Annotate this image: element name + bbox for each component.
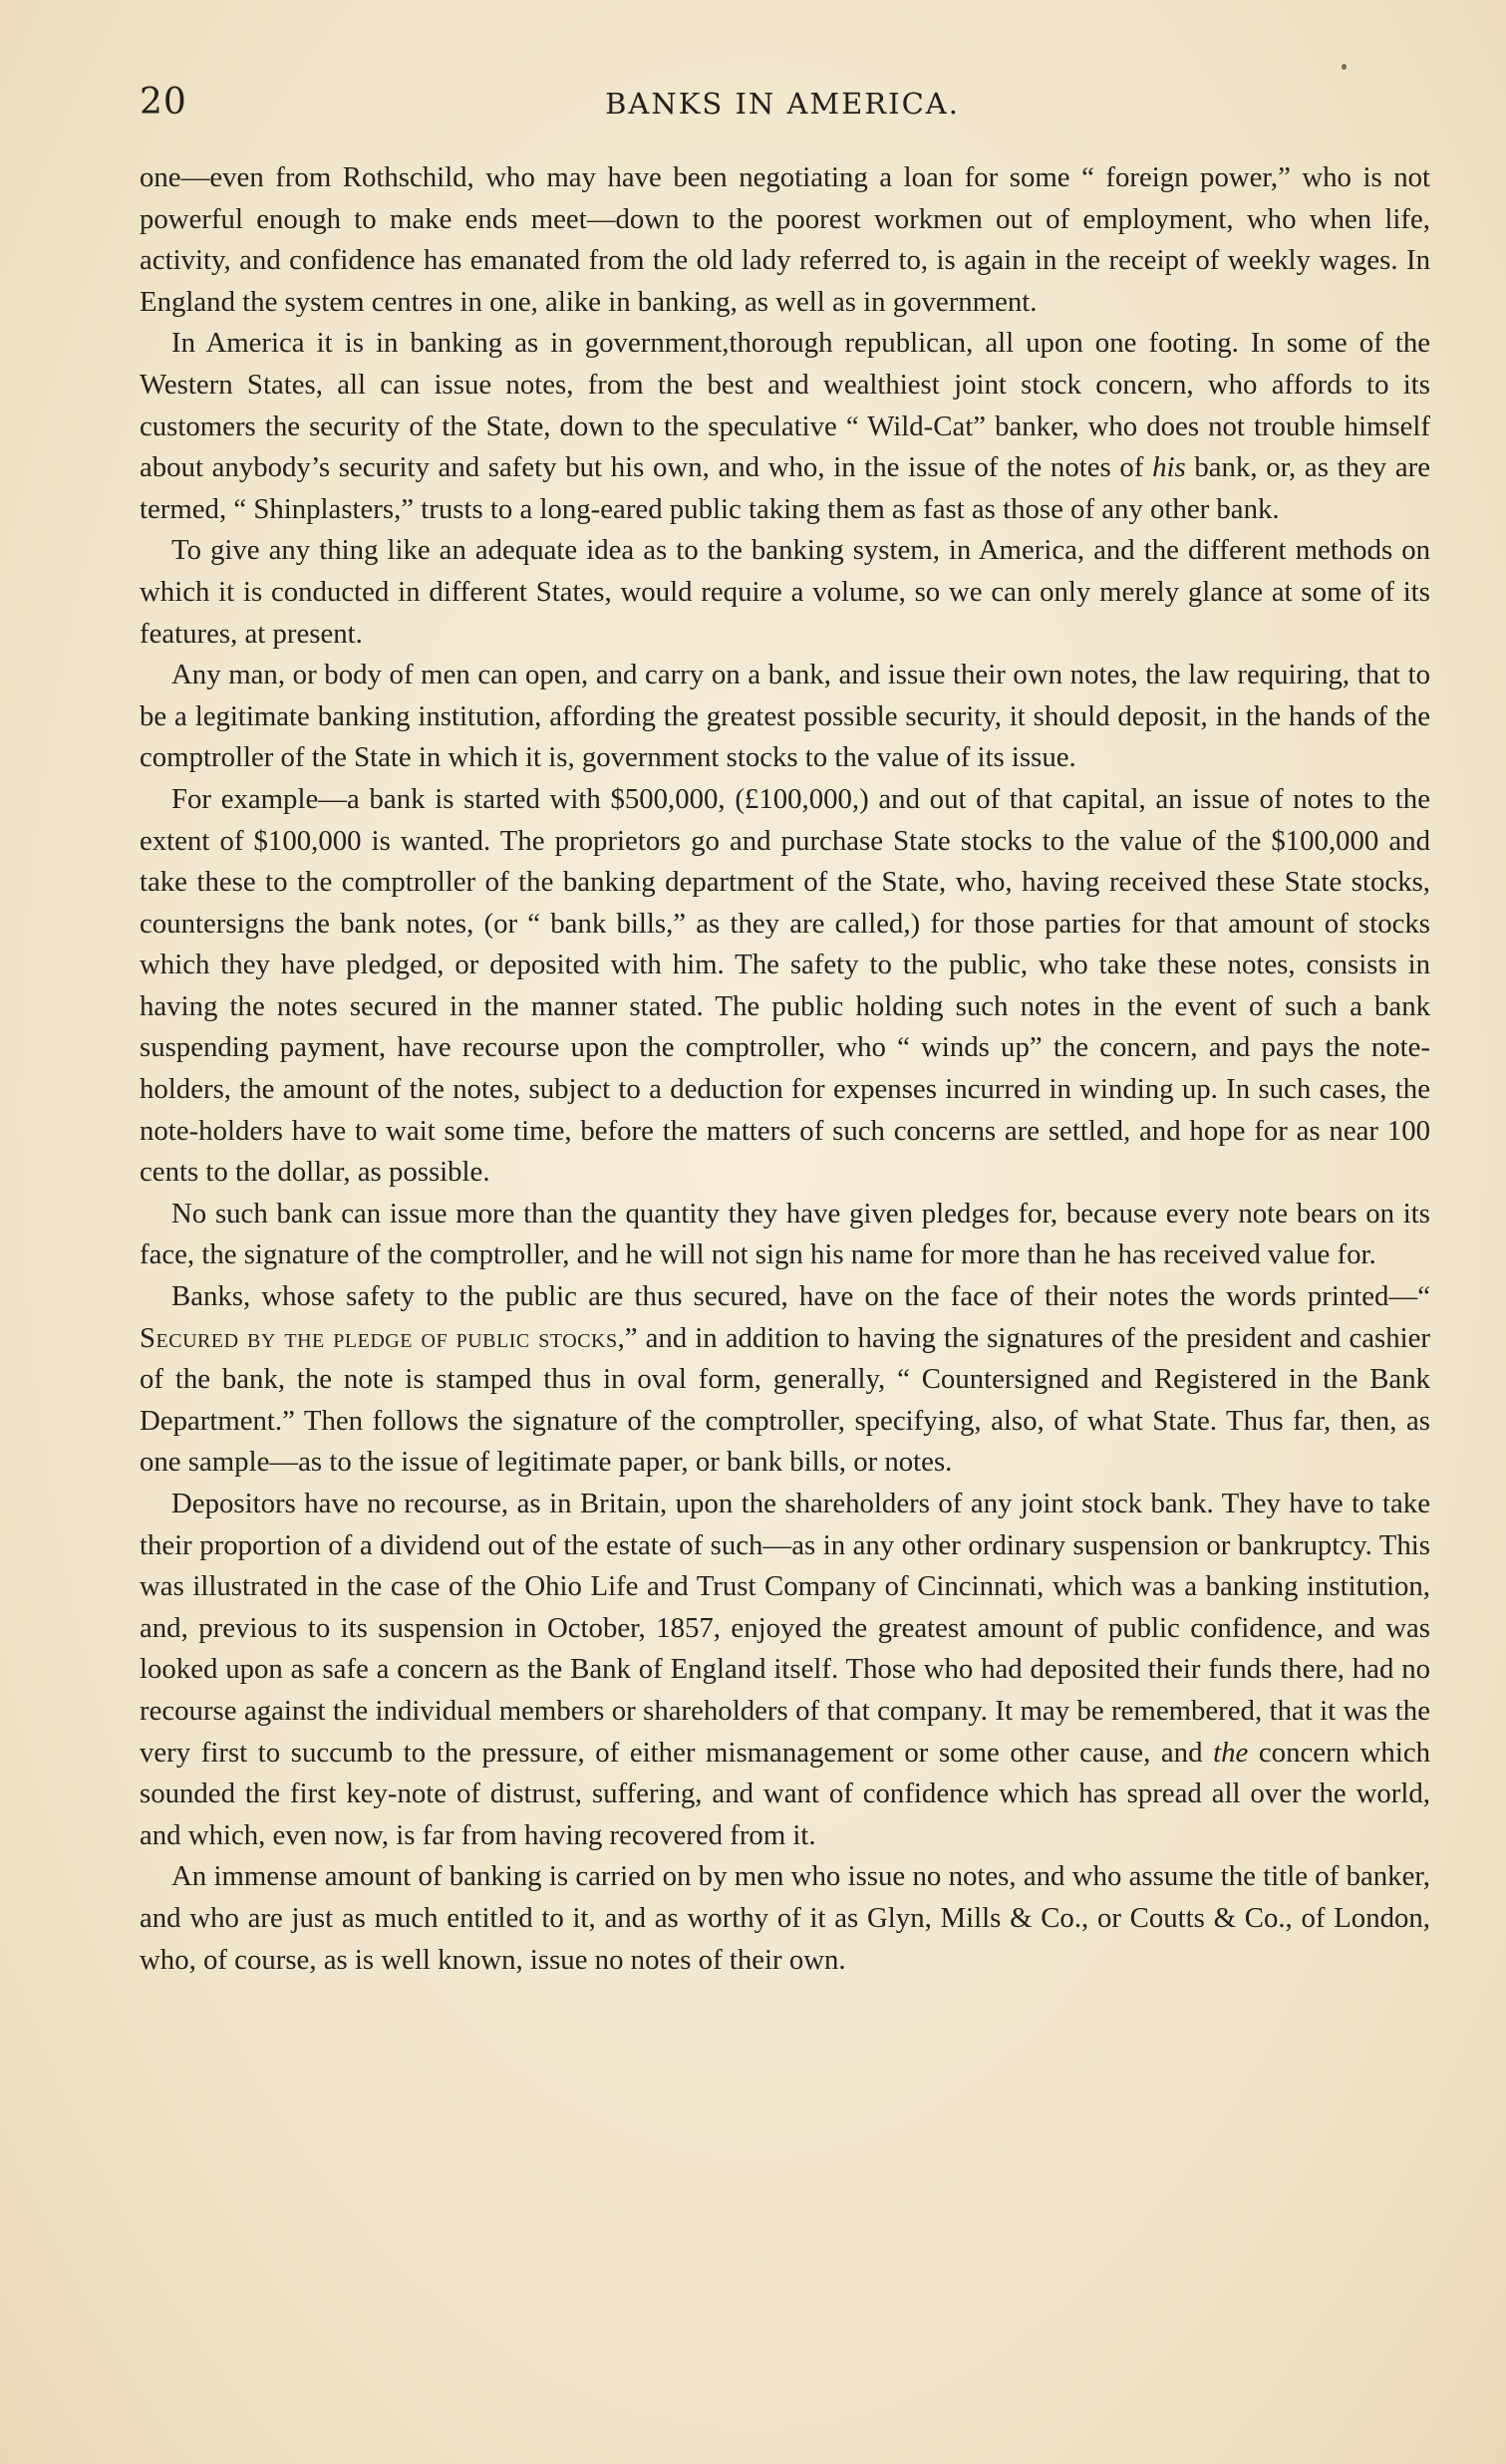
paragraph-2 <box>140 323 1430 530</box>
running-title: BANKS IN AMERICA. <box>605 87 960 121</box>
paragraph-8-text-b: concern which sounded the first key-note of distrust, suffering, and want of confidence which has spread all over the world, and which, even now, is far from having recovered from it. <box>140 1736 1430 1851</box>
paragraph-1: one—even from Rothschild, who may have been negotiating a loan for some “ foreign power,” who is not powerful enough to make ends meet—down to the poorest workmen out of employment, who when life, activity, and confidence has emanated from the old lady referred to, is again in the receipt of weekly wages. In England the system centres in one, alike in banking, as well as in government. <box>140 161 1430 318</box>
paragraph-6: No such bank can issue more than the quantity they have given pledges for, because every note bears on its face, the signature of the comptroller, and he will not sign his name for more than he has received value for. <box>140 1197 1430 1271</box>
body-text <box>140 157 1430 1981</box>
paragraph-7-text-a: Banks, whose safety to the public are thus secured, have on the face of their notes the words printed—“ <box>171 1280 1430 1313</box>
paragraph-7 <box>140 1276 1430 1484</box>
paragraph-8-italic: the <box>1213 1736 1249 1769</box>
paragraph-9: An immense amount of banking is carried on by men who issue no notes, and who assume the title of banker, and who are just as much entitled to it, and as worthy of it as Glyn, Mills & Co., or Coutts & Co., of London, who, of course, as is well known, issue no notes of their own. <box>140 1860 1430 1976</box>
paragraph-8 <box>140 1484 1430 1856</box>
paragraph-2-italic: his <box>1152 451 1186 484</box>
paragraph-5: For example—a bank is started with $500,000, (£100,000,) and out of that capital, an issue of notes to the extent of $100,000 is wanted. The proprietors go and purchase State stocks to the value of the $100,000 and take these to the comptroller of the banking department of the State, who, having received these State stocks, countersigns the bank notes, (or “ bank bills,” as they are called,) for those parties for that amount of stocks which they have pledged, or deposited with him. The safety to the public, who take these notes, consists in having the notes secured in the manner stated. The public holding such notes in the event of such a bank suspending payment, have recourse upon the comptroller, who “ winds up” the concern, and pays the note-holders, the amount of the notes, subject to a deduction for expenses incurred in winding up. In such cases, the note-holders have to wait some time, before the matters of such concerns are settled, and hope for as near 100 cents to the dollar, as possible. <box>140 782 1430 1189</box>
page-number: 20 <box>140 82 187 123</box>
paragraph-4: Any man, or body of men can open, and carry on a bank, and issue their own notes, the law requiring, that to be a legitimate banking institution, affording the greatest possible security, it should deposit, in the hands of the comptroller of the State in which it is, government stocks to the value of its issue. <box>140 659 1430 774</box>
paragraph-2-text-a: In America it is in banking as in government,thorough republican, all upon one footing. In some of the Western States, all can issue notes, from the best and wealthiest joint stock concern, who affords to its customers the security of the State, down to the speculative “ Wild-Cat” banker, who does not trouble himself about anybody’s security and safety but his own, and who, in the issue of the notes of <box>140 327 1430 484</box>
paragraph-3: To give any thing like an adequate idea as to the banking system, in America, and the different methods on which it is conducted in different States, would require a volume, so we can only merely glance at some of its features, at present. <box>140 534 1430 650</box>
paragraph-7-smallcaps: Secured by the pledge of public stocks <box>140 1321 618 1354</box>
paper-speck <box>1342 64 1347 70</box>
paragraph-7-text-b: ,” and in addition to having the signatures of the president and cashier of the bank, the note is stamped thus in oval form, generally, “ Countersigned and Registered in the Bank Department.” Then follows the signature of the comptroller, specifying, also, of what State. Thus far, then, as one sample—as to the issue of legitimate paper, or bank bills, or notes. <box>140 1321 1430 1479</box>
paragraph-2-text-b: bank, or, as they are termed, “ Shinplasters,” trusts to a long-eared public taking them as fast as those of any other bank. <box>140 451 1430 525</box>
page-header <box>140 78 1425 137</box>
paragraph-8-text-a: Depositors have no recourse, as in Britain, upon the shareholders of any joint stock bank. They have to take their proportion of a dividend out of the estate of such—as in any other ordinary suspension or bankruptcy. This was illustrated in the case of the Ohio Life and Trust Company of Cincinnati, which was a banking institution, and, previous to its suspension in October, 1857, enjoyed the greatest amount of public confidence, and was looked upon as safe a concern as the Bank of England itself. Those who had deposited their funds there, had no recourse against the individual members or shareholders of that company. It may be remembered, that it was the very first to succumb to the pressure, of either mismanagement or some other cause, and <box>140 1488 1430 1769</box>
